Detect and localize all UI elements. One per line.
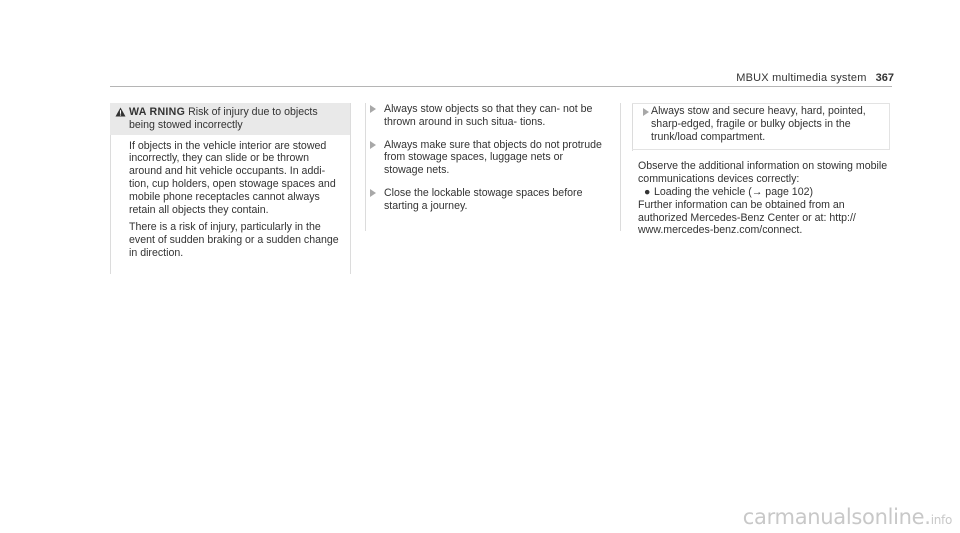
step-item: [365, 139, 605, 177]
warning-paragraph: There is a risk of injury, particularly in the event of sudden braking or a sudden change in direction.: [129, 221, 339, 259]
column-divider: [350, 103, 351, 274]
step-item: [365, 187, 605, 213]
warning-box: [110, 103, 350, 265]
page-number: 367: [875, 72, 894, 84]
warning-body: [110, 135, 350, 260]
step-item: [365, 103, 605, 129]
step-text: Always stow objects so that they can- not be thrown around in such situa- tions.: [384, 103, 593, 128]
step-arrow-icon: [643, 108, 649, 116]
panel3: [632, 103, 890, 237]
running-head: [736, 72, 894, 84]
further-info-text: Further information can be obtained from an authorized Mercedes-Benz Center or at: http:// www.mercedes-benz.com/connect.: [638, 198, 856, 237]
watermark: [743, 505, 952, 529]
warning-label: WA RNING: [129, 106, 186, 118]
step-arrow-icon: [370, 141, 376, 149]
step-text: Always stow and secure heavy, hard, pointed, sharp-edged, fragile or bulky objects in the trunk/load compartment.: [651, 105, 866, 143]
step-text: Always make sure that objects do not protrude from stowage spaces, luggage nets or stowage nets.: [384, 138, 602, 177]
step-arrow-icon: [370, 189, 376, 197]
section-title: MBUX multimedia system: [736, 72, 867, 84]
bullet-icon: ●: [644, 185, 651, 198]
watermark-suffix: info: [930, 513, 952, 527]
warning-title: Risk of injury due to objects being stowed incorrectly: [129, 106, 318, 131]
step-arrow-icon: [370, 105, 376, 113]
bullet-item: [638, 186, 890, 199]
column-divider: [620, 103, 621, 231]
observe-text: Observe the additional information on stowing mobile communications devices correctly:: [638, 160, 888, 186]
watermark-text: carmanualsonline.: [742, 505, 931, 529]
warning-triangle-icon: [115, 107, 126, 117]
panel3-step-box: [632, 103, 890, 150]
warning-header: [110, 103, 350, 135]
steps-list: [365, 103, 605, 223]
step-text: Close the lockable stowage spaces before starting a journey.: [384, 186, 583, 212]
bullet-text: Loading the vehicle (→ page 102): [654, 185, 814, 198]
observe-block: [632, 160, 890, 237]
header-rule: [110, 86, 892, 87]
warning-paragraph: If objects in the vehicle interior are stowed incorrectly, they can slide or be thrown around and hit vehicle occupants. In addi- tion, cup holders, open stowage spaces and mobile phone receptacles cannot always retain all objects they contain.: [129, 139, 336, 216]
